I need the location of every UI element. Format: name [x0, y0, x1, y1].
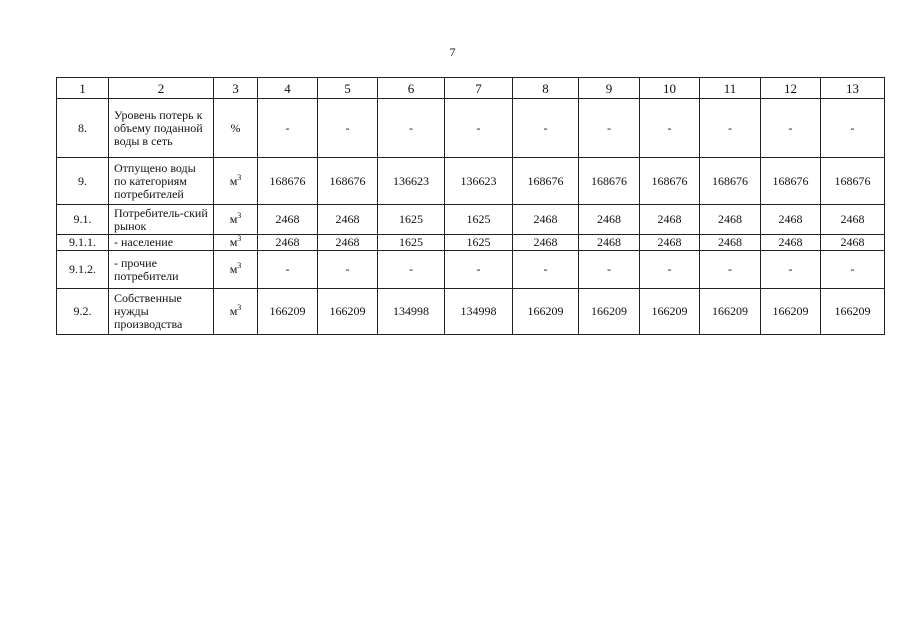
unit-base: м [229, 173, 238, 188]
value-cell: 166209 [579, 289, 640, 335]
value-cell: 134998 [378, 289, 445, 335]
column-header: 7 [445, 78, 513, 99]
column-header: 3 [214, 78, 258, 99]
value-cell: 2468 [258, 205, 318, 235]
value-cell: 168676 [258, 158, 318, 205]
value-cell: - [700, 99, 761, 158]
row-unit [214, 158, 258, 205]
unit-base: % [230, 120, 241, 135]
table-row [57, 251, 885, 289]
value-cell: 2468 [258, 235, 318, 251]
value-cell: 136623 [445, 158, 513, 205]
row-name: Собственные нужды производства [109, 289, 214, 335]
column-header: 12 [761, 78, 821, 99]
value-cell: 166209 [258, 289, 318, 335]
value-cell: - [513, 251, 579, 289]
value-cell: 166209 [318, 289, 378, 335]
value-cell: 2468 [821, 235, 885, 251]
value-cell: 1625 [445, 205, 513, 235]
table-row [57, 99, 885, 158]
value-cell: - [579, 99, 640, 158]
row-unit [214, 205, 258, 235]
column-header: 13 [821, 78, 885, 99]
value-cell: - [640, 251, 700, 289]
row-name: Потребитель-ский рынок [109, 205, 214, 235]
value-cell: 2468 [513, 205, 579, 235]
row-unit [214, 289, 258, 335]
value-cell: 1625 [378, 235, 445, 251]
value-cell: 168676 [513, 158, 579, 205]
value-cell: 2468 [513, 235, 579, 251]
value-cell: 166209 [761, 289, 821, 335]
row-unit [214, 99, 258, 158]
value-cell: 1625 [378, 205, 445, 235]
value-cell: - [640, 99, 700, 158]
value-cell: 168676 [700, 158, 761, 205]
row-number: 9.1. [57, 205, 109, 235]
value-cell: - [378, 251, 445, 289]
value-cell: 168676 [579, 158, 640, 205]
row-name: Отпущено воды по категориям потребителей [109, 158, 214, 205]
column-header: 10 [640, 78, 700, 99]
row-number: 9. [57, 158, 109, 205]
unit-base: м [229, 235, 238, 249]
value-cell: - [258, 99, 318, 158]
unit-base: м [229, 262, 238, 276]
value-cell: - [761, 99, 821, 158]
row-unit [214, 251, 258, 289]
unit-superscript: 3 [237, 172, 242, 182]
value-cell: - [318, 99, 378, 158]
value-cell: - [513, 99, 579, 158]
row-name: - прочие потребители [109, 251, 214, 289]
column-header: 4 [258, 78, 318, 99]
value-cell: - [821, 251, 885, 289]
value-cell: 2468 [700, 205, 761, 235]
table-row [57, 289, 885, 335]
value-cell: - [445, 251, 513, 289]
value-cell: 1625 [445, 235, 513, 251]
data-table [56, 77, 885, 335]
column-header: 11 [700, 78, 761, 99]
value-cell: - [579, 251, 640, 289]
value-cell: 136623 [378, 158, 445, 205]
value-cell: 2468 [579, 205, 640, 235]
column-header: 1 [57, 78, 109, 99]
row-name: Уровень потерь к объему поданной воды в сеть [109, 99, 214, 158]
value-cell: 166209 [513, 289, 579, 335]
value-cell: 168676 [761, 158, 821, 205]
value-cell: 2468 [640, 205, 700, 235]
column-header: 8 [513, 78, 579, 99]
row-number: 8. [57, 99, 109, 158]
unit-superscript: 3 [237, 211, 242, 220]
row-number: 9.1.2. [57, 251, 109, 289]
value-cell: 2468 [761, 205, 821, 235]
unit-superscript: 3 [237, 303, 242, 312]
value-cell: - [258, 251, 318, 289]
value-cell: 2468 [579, 235, 640, 251]
value-cell: 166209 [821, 289, 885, 335]
value-cell: - [821, 99, 885, 158]
value-cell: 168676 [640, 158, 700, 205]
value-cell: 2468 [700, 235, 761, 251]
table-row [57, 235, 885, 251]
value-cell: 168676 [821, 158, 885, 205]
table-row [57, 158, 885, 205]
value-cell: - [378, 99, 445, 158]
row-number: 9.2. [57, 289, 109, 335]
table-row [57, 205, 885, 235]
column-header: 6 [378, 78, 445, 99]
unit-base: м [229, 304, 238, 318]
value-cell: - [761, 251, 821, 289]
unit-superscript: 3 [237, 261, 242, 270]
value-cell: 166209 [640, 289, 700, 335]
value-cell: 2468 [761, 235, 821, 251]
page-number: 7 [449, 45, 456, 59]
value-cell: 168676 [318, 158, 378, 205]
column-header: 5 [318, 78, 378, 99]
unit-base: м [229, 212, 238, 226]
row-name: - население [109, 235, 214, 251]
value-cell: - [318, 251, 378, 289]
value-cell: 166209 [700, 289, 761, 335]
value-cell: 2468 [318, 235, 378, 251]
value-cell: 134998 [445, 289, 513, 335]
column-header: 9 [579, 78, 640, 99]
row-unit [214, 235, 258, 251]
value-cell: - [445, 99, 513, 158]
table-header-row [57, 78, 885, 99]
value-cell: 2468 [640, 235, 700, 251]
value-cell: 2468 [318, 205, 378, 235]
column-header: 2 [109, 78, 214, 99]
row-number: 9.1.1. [57, 235, 109, 251]
unit-superscript: 3 [237, 234, 242, 243]
value-cell: - [700, 251, 761, 289]
value-cell: 2468 [821, 205, 885, 235]
